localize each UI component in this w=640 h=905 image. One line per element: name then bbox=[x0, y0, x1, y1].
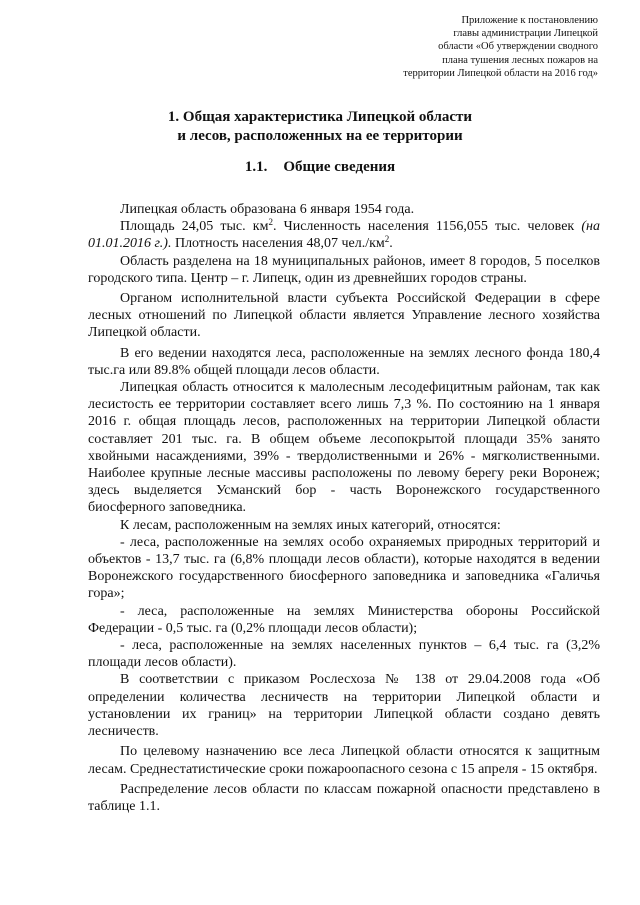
paragraph-order: В соответствии с приказом Рослесхоза № 138 от 29.04.2008 года «Об определении количества лесничеств на территории Липецкой области и установлении их границ» на территории Липецкой области создано девять лесничеств. bbox=[88, 672, 600, 740]
paragraph-forest-cover: Липецкая область относится к малолесным лесодефицитным районам, так как лесистость ее территории составляет всего лишь 7,3 %. По состоянию на 1 января 2016 г. общая площадь лесов, расположенных на территории Липецкой области составляет 201 тыс. га. В общем объеме лесопокрытой площади 35% занято хвойными насаждениями, 39% - твердолиственными и 26% - мягколиственными. Наиболее крупные лесные массивы расположены по левому берегу реки Воронеж; здесь выделяется Усманский бор - часть Воронежского государственного биосферного заповедника. bbox=[88, 380, 600, 516]
annex-line: Приложение к постановлению bbox=[461, 15, 598, 26]
annex-line: территории Липецкой области на 2016 год» bbox=[403, 67, 598, 79]
paragraph-table-ref: Распределение лесов области по классам пожарной опасности представлено в таблице 1.1. bbox=[88, 781, 600, 814]
chapter-heading-line2: и лесов, расположенных на ее территории bbox=[177, 128, 463, 144]
superscript: 2 bbox=[268, 217, 273, 228]
section-title: Общие сведения bbox=[283, 159, 396, 175]
section-heading bbox=[0, 158, 640, 177]
paragraph-districts: Область разделена на 18 муниципальных районов, имеет 8 городов, 5 поселков городского типа. Центр – г. Липецк, один из древнейших городов страны. bbox=[88, 253, 600, 286]
list-item-protected: - леса, расположенные на землях особо охраняемых природных территорий и объектов - 13,7 тыс. га (6,8% площади лесов области), которые находятся в ведении Воронежского государственного биосферного заповедника и заповедника «Галичья гора»; bbox=[88, 534, 600, 602]
annex-note bbox=[358, 14, 598, 80]
annex-line: главы администрации Липецкой bbox=[453, 28, 598, 40]
paragraph-fire-season: По целевому назначению все леса Липецкой области относятся к защитным лесам. Среднестатистические сроки пожароопасного сезона с 15 апреля - 15 октября. bbox=[88, 744, 600, 777]
population-text: . Численность населения 1156,055 тыс. человек bbox=[272, 219, 582, 235]
paragraph-authority: Органом исполнительной власти субъекта Российской Федерации в сфере лесных отношений по Липецкой области является Управление лесного хозяйства Липецкой области. bbox=[88, 291, 600, 341]
paragraph-other-categories: К лесам, расположенным на землях иных категорий, относятся: bbox=[120, 517, 501, 533]
area-text: Площадь 24,05 тыс. км bbox=[120, 219, 269, 235]
paragraph-area-population bbox=[88, 218, 600, 252]
chapter-heading bbox=[0, 108, 640, 146]
list-item-settlements: - леса, расположенные на землях населенных пунктов – 6,4 тыс. га (3,2% площади лесов области). bbox=[88, 638, 600, 671]
paragraph-founded: Липецкая область образована 6 января 1954 года. bbox=[120, 202, 415, 217]
period: . bbox=[389, 236, 393, 252]
population-date: (на 01.01.2016 г.). bbox=[88, 219, 600, 252]
section-number: 1.1. bbox=[244, 159, 268, 175]
density-text: Плотность населения 48,07 чел./км bbox=[171, 236, 385, 252]
annex-line: плана тушения лесных пожаров на bbox=[442, 54, 598, 66]
paragraph-forest-fund: В его ведении находятся леса, расположенные на землях лесного фонда 180,4 тыс.га или 89.8% общей площади лесов области. bbox=[88, 345, 600, 378]
chapter-heading-line1: 1. Общая характеристика Липецкой области bbox=[167, 109, 473, 125]
superscript: 2 bbox=[384, 234, 390, 245]
list-item-defense: - леса, расположенные на землях Министерства обороны Российской Федерации - 0,5 тыс. га (0,2% площади лесов области); bbox=[88, 603, 600, 636]
document-body bbox=[88, 201, 600, 815]
annex-line: области «Об утверждении сводного bbox=[438, 41, 598, 53]
